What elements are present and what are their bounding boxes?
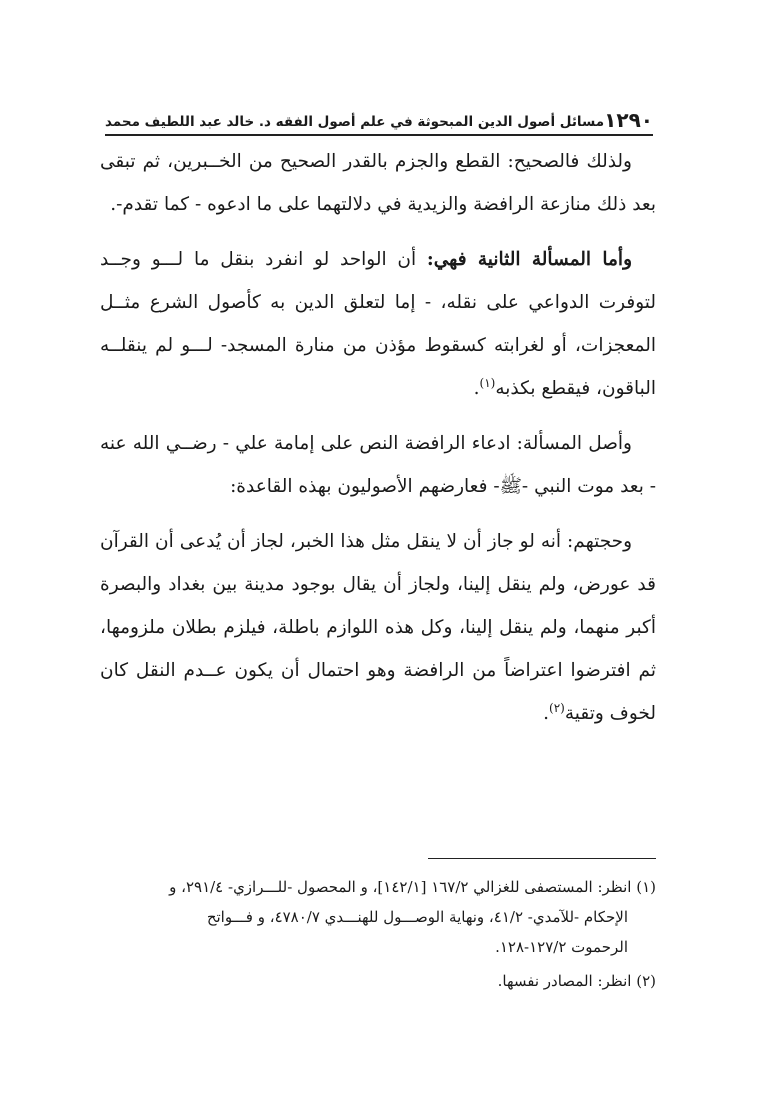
page-number: ١٢٩٠ <box>604 108 653 132</box>
footnote-1-line-2: الإحكام -للآمدي- ٤١/٢، ونهاية الوصـــول للهنـــدي ٤٧٨٠/٧، و فـــواتح <box>206 908 628 926</box>
footnote-ref-2[interactable]: (٢) <box>549 700 565 715</box>
paragraph-4 <box>100 520 656 735</box>
main-text <box>100 140 656 747</box>
paragraph-2-text: أن الواحد لو انفرد بنقل ما لـــو وجــد لتوفرت الدواعي على نقله، - إما لتعلق الدين به كأصول الشرع مثــل المعجزات، أو لغرابته كسقوط مؤذن من منارة المسجد- لـــو لم ينقلــه الباقون، فيقطع بكذبه <box>100 249 656 399</box>
paragraph-1: ولذلك فالصحيح: القطع والجزم بالقدر الصحيح من الخــبرين، ثم تبقى بعد ذلك منازعة الرافضة والزيدية في دلالتهما على ما ادعوه - كما تقدم-. <box>100 151 656 215</box>
page-header <box>105 104 653 136</box>
paragraph-2-heading: وأما المسألة الثانية فهي: <box>426 249 633 270</box>
paragraph-4-end: . <box>543 703 550 724</box>
footnotes <box>100 872 656 1000</box>
footnote-ref-1[interactable]: (١) <box>479 375 496 390</box>
paragraph-2 <box>100 238 656 410</box>
footnote-1-line-1: (١) انظر: المستصفى للغزالي ١٦٧/٢ [١٤٢/١]، و المحصول -للـــرازي- ٢٩١/٤، و <box>169 878 656 896</box>
footnote-2: (٢) انظر: المصادر نفسها. <box>497 972 656 990</box>
paragraph-2-end: . <box>473 378 480 399</box>
footnote-divider <box>428 858 656 859</box>
footnote-1 <box>100 872 656 962</box>
paragraph-3: وأصل المسألة: ادعاء الرافضة النص على إمامة علي - رضــي الله عنه - بعد موت النبي -ﷺ- فعارضهم الأصوليون بهذه القاعدة: <box>100 433 656 497</box>
footnote-1-line-3: الرحموت ١٢٧/٢-١٢٨. <box>495 938 628 956</box>
paragraph-4-text: وحجتهم: أنه لو جاز أن لا ينقل مثل هذا الخبر، لجاز أن يُدعى أن القرآن قد عورض، ولم ينقل إلينا، ولجاز أن يقال بوجود مدينة بين بغداد والبصرة أكبر منهما، ولم ينقل إلينا، وكل هذه اللوازم باطلة، فيلزم بطلان ملزومها، ثم افترضوا اعتراضاً من الرافضة وهو احتمال أن يكون عــدم النقل كان لخوف وتقية <box>100 531 656 724</box>
running-title: مسائل أصول الدين المبحوثة في علم أصول الفقه د. خالد عبد اللطيف محمد <box>105 114 605 130</box>
